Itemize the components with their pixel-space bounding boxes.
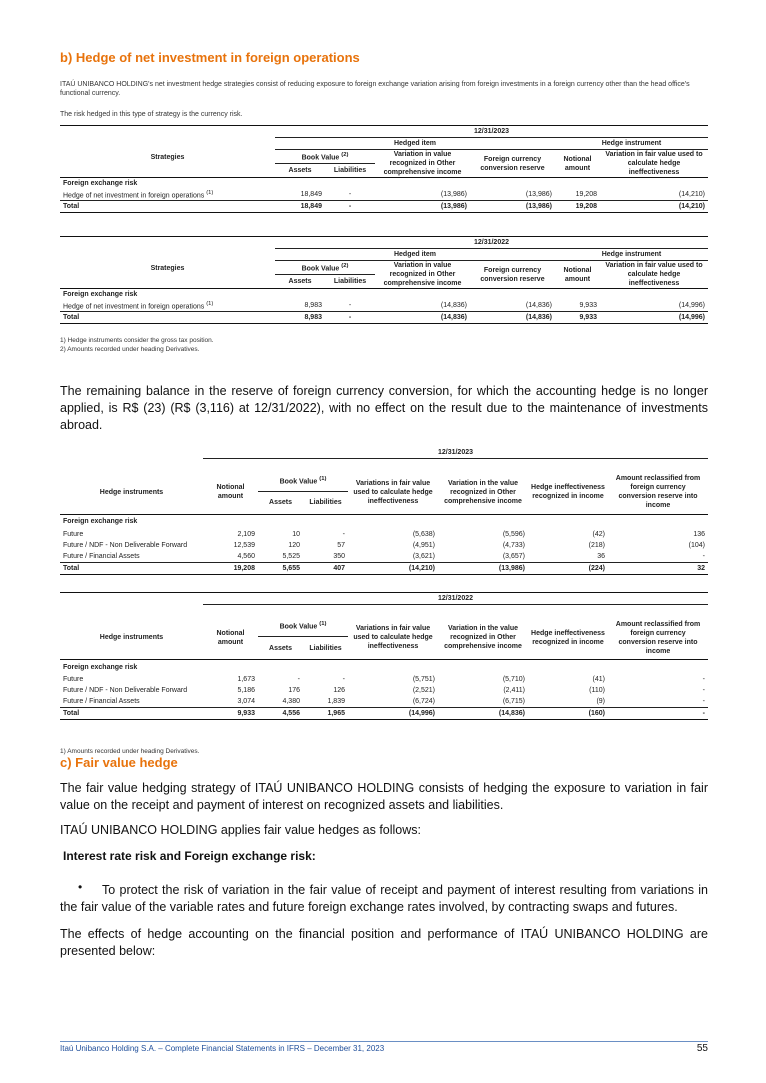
hedge-instruments-header: Hedge instruments xyxy=(99,488,164,496)
fx-reserve-header: Foreign currency conversion reserve xyxy=(480,155,545,172)
total-row: Total 18,849 - (13,986) (13,986) 19,208 (14,210) xyxy=(60,201,708,213)
table-row: Future 1,673 - - (5,751) (5,710) (41) - xyxy=(63,676,705,683)
hedge-instruments-table-2023 xyxy=(60,447,708,575)
table-row: Future 2,109 10 - (5,638) (5,596) (42) 136 xyxy=(63,530,705,538)
risk-group-label: Foreign exchange risk xyxy=(63,518,138,525)
total-row: Total 8,983 - (14,836) (14,836) 9,933 (14,996) xyxy=(60,312,708,324)
table-row: Hedge of net investment in foreign operations $^{(1)}$ 8,983 - (14,836) (14,836) 9,933 (14,996) xyxy=(63,301,705,311)
table-row: Hedge of net investment in foreign operations $^{(1)}$ 18,849 - (13,986) (13,986) 19,208 (14,210) xyxy=(63,190,705,200)
liabilities-header: Liabilities xyxy=(333,278,367,286)
variation-fv-header: Variation in fair value used to calculate hedge ineffectiveness xyxy=(605,151,703,176)
liabilities-header: Liabilities xyxy=(309,644,342,652)
section-c-paragraph-3: The effects of hedge accounting on the financial position and performance of ITAÚ UNIBANCO HOLDING are presented below: xyxy=(60,927,708,958)
section-c-bullet-text: To protect the risk of variation in the fair value of receipt and payment of interest resulting from variations in the fair value of the variable rates and future foreign exchange rates involved, by contracting swaps and futures. xyxy=(60,883,708,914)
table-row: Future / NDF - Non Deliverable Forward 5,186 176 126 (2,521) (2,411) (110) - xyxy=(63,687,705,694)
fx-reserve-header: Foreign currency conversion reserve xyxy=(480,266,545,283)
total-row: Total 9,933 4,556 1,965 (14,996) (14,836) (160) - xyxy=(60,708,708,720)
variations-fv-header: Variations in fair value used to calculate hedge ineffectiveness xyxy=(353,625,433,650)
table2-2022-date: 12/31/2022 xyxy=(203,593,708,605)
page-footer xyxy=(60,1041,708,1054)
table-row: Future / Financial Assets 4,560 5,525 350 (3,621) (3,657) 36 - xyxy=(63,552,705,560)
table2-2023-date: 12/31/2023 xyxy=(203,447,708,459)
assets-header: Assets xyxy=(288,167,312,175)
section-b-title: b) Hedge of net investment in foreign operations xyxy=(60,50,360,65)
bullet-icon: • xyxy=(78,880,83,894)
net-investment-hedge-table-2023 xyxy=(60,125,708,213)
strategies-header: Strategies xyxy=(150,264,185,272)
variation-oci-header: Variation in the value recognized in Other comprehensive income xyxy=(444,479,522,505)
table1-2022-date: 12/31/2022 xyxy=(275,237,708,249)
footer-text: Itaú Unibanco Holding S.A. – Complete Financial Statements in IFRS – December 31, 2023 xyxy=(60,1044,385,1053)
notional-header: Notional amount xyxy=(216,484,245,500)
section-b-risk-note: The risk hedged in this type of strategy is the currency risk. xyxy=(60,111,243,118)
hedge-instrument-header: Hedge instrument xyxy=(555,138,708,150)
risk-group-label: Foreign exchange risk xyxy=(63,663,138,671)
notional-header: Notional amount xyxy=(563,266,592,283)
liabilities-header: Liabilities xyxy=(333,167,367,175)
hedge-instrument-header: Hedge instrument xyxy=(555,249,708,261)
hedge-instruments-table-2022 xyxy=(60,592,708,720)
book-value-header: Book Value $^{(1)}$ xyxy=(258,616,348,637)
hedged-item-header: Hedged item xyxy=(275,249,555,261)
page-number: 55 xyxy=(696,1043,708,1054)
variation-oci-header: Variation in value recognized in Other comprehensive income xyxy=(383,262,462,287)
book-value-header: Book Value $^{(2)}$ xyxy=(275,261,375,275)
ineffectiveness-header: Hedge ineffectiveness recognized in income xyxy=(531,484,605,500)
book-value-header: Book Value $^{(1)}$ xyxy=(258,471,348,492)
book-value-header: Book Value $^{(2)}$ xyxy=(275,150,375,164)
ineffectiveness-header: Hedge ineffectiveness recognized in income xyxy=(531,629,605,646)
variations-fv-header: Variations in fair value used to calculate hedge ineffectiveness xyxy=(353,479,433,505)
remaining-balance-paragraph: The remaining balance in the reserve of foreign currency conversion, for which the accounting hedge is no longer applied, is R$ (23) (R$ (3,116) at 12/31/2022), with no effect on the result due to the maintenance of investments abroad. xyxy=(60,384,708,432)
hedge-instruments-header: Hedge instruments xyxy=(99,634,164,641)
section-c-paragraph-2: ITAÚ UNIBANCO HOLDING applies fair value hedges as follows: xyxy=(60,823,422,837)
assets-header: Assets xyxy=(269,499,292,506)
strategies-header: Strategies xyxy=(150,153,185,161)
section-c-paragraph-1: The fair value hedging strategy of ITAÚ UNIBANCO HOLDING consists of hedging the exposure to variation in fair value on the receipt and payment of interest on recognized assets and liabilities. xyxy=(60,781,708,812)
liabilities-header: Liabilities xyxy=(309,499,342,506)
reclassified-header: Amount reclassified from foreign currency conversion reserve into income xyxy=(615,620,701,655)
table1-2023-date: 12/31/2023 xyxy=(275,126,708,138)
variation-oci-header: Variation in value recognized in Other comprehensive income xyxy=(383,151,462,176)
reclassified-header: Amount reclassified from foreign currency conversion reserve into income xyxy=(615,475,701,509)
hedged-item-header: Hedged item xyxy=(275,138,555,150)
table1-footnote-1: 1) Hedge instruments consider the gross tax position. xyxy=(60,337,214,344)
table1-footnote-2: 2) Amounts recorded under heading Derivatives. xyxy=(60,346,200,353)
table2-footnote: 1) Amounts recorded under heading Derivatives. xyxy=(60,748,200,755)
risk-group-label: Foreign exchange risk xyxy=(63,291,138,298)
section-c-subheading: Interest rate risk and Foreign exchange risk: xyxy=(63,849,316,863)
net-investment-hedge-table-2022 xyxy=(60,236,708,324)
risk-group-label: Foreign exchange risk xyxy=(63,180,138,187)
notional-header: Notional amount xyxy=(216,629,245,646)
assets-header: Assets xyxy=(269,644,292,652)
section-b-intro: ITAÚ UNIBANCO HOLDING's net investment hedge strategies consist of reducing exposure to foreign exchange variation arising from foreign investments in a foreign currency other than the head office's functional currency. xyxy=(60,81,690,97)
variation-fv-header: Variation in fair value used to calculate hedge ineffectiveness xyxy=(605,262,703,287)
table-row: Future / Financial Assets 3,074 4,380 1,839 (6,724) (6,715) (9) - xyxy=(63,698,705,705)
notional-header: Notional amount xyxy=(563,155,592,172)
total-row: Total 19,208 5,655 407 (14,210) (13,986) (224) 32 xyxy=(60,562,708,574)
assets-header: Assets xyxy=(288,278,312,286)
section-c-title: c) Fair value hedge xyxy=(60,755,178,770)
table-row: Future / NDF - Non Deliverable Forward 12,539 120 57 (4,951) (4,733) (218) (104) xyxy=(63,541,705,549)
variation-oci-header: Variation in the value recognized in Other comprehensive income xyxy=(444,625,522,650)
